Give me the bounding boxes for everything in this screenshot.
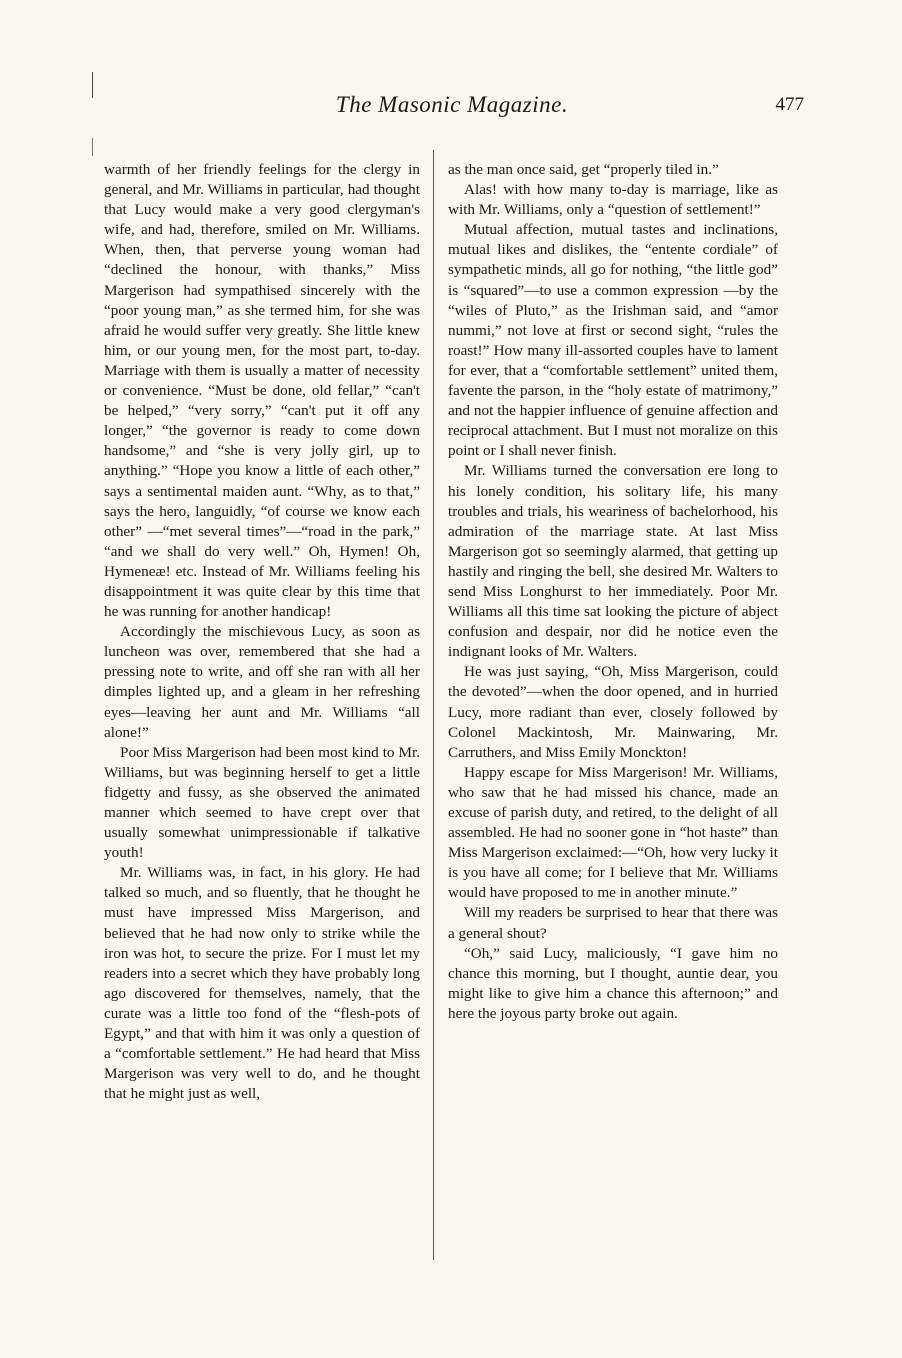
paragraph: Will my readers be surprised to hear that there was a general shout? [448, 904, 778, 942]
paragraph: He was just saying, “Oh, Miss Margerison, could the devoted”—when the door opened, and in hurried Lucy, more radiant than ever, closely followed by Colonel Mackintosh, Mr. Mainwaring, Mr. Carruthers, and Miss Emily Monckton! [448, 663, 778, 761]
paragraph: Mr. Williams was, in fact, in his glory. He had talked so much, and so fluently, that he thought he must have impressed Miss Margerison, and believed that he had now only to strike while the iron was hot, to secure the prize. For I must let my readers into a secret which they have probably long ago discovered for themselves, namely, that the curate was a little too fond of the “flesh-pots of Egypt,” and that with him it was only a question of a “comfortable settlement.” He had heard that Miss Margerison was very well to do, and he thought that he might just as well, [104, 864, 420, 1103]
column-divider [433, 150, 434, 1260]
paragraph: Mutual affection, mutual tastes and inclinations, mutual likes and dislikes, the “entente cordiale” of sympathetic minds, all go for nothing, “the little god” is “squared”—to use a common expression —by the “wiles of Pluto,” as the Irishman said, and “amor nummi,” not love at first or second sight, “rules the roast!” How many ill-assorted couples have to lament for ever, that a “comfortable settlement” united them, favente the parson, in the “holy estate of matrimony,” and not the happier influence of genuine affection and reciprocal attachment. But I must not moralize on this point or I shall never finish. [448, 221, 778, 460]
margin-tick [92, 138, 93, 156]
page-number: 477 [775, 94, 804, 115]
paragraph: Happy escape for Miss Margerison! Mr. Williams, who saw that he had missed his chance, made an excuse of parish duty, and retired, to the delight of all assembled. He had no sooner gone in “hot haste” than Miss Margerison exclaimed:—“Oh, how very lucky it is you have all come; for I believe that Mr. Williams would have proposed to me in another minute.” [448, 763, 778, 902]
right-column [448, 160, 778, 1024]
paragraph: as the man once said, get “properly tiled in.” [448, 161, 719, 178]
journal-title: The Masonic Magazine. [335, 92, 569, 117]
running-head [92, 92, 812, 128]
paragraph: warmth of her friendly feelings for the clergy in general, and Mr. Williams in particular, had thought that Lucy would make a very good clergyman's wife, and had, therefore, smiled on Mr. Williams. When, then, that perverse young woman had “declined the honour, with thanks,” Miss Margerison had sympathised sincerely with the “poor young man,” as she termed him, for she was afraid he would suffer very greatly. She little knew him, or our young men, for the most part, to-day. Marriage with them is usually a matter of necessity or convenience. “Must be done, old fellar,” “can't be helped,” “very sorry,” “can't put it off any longer,” “the governor is ready to come down handsome,” and “she is very jolly girl, up to anything.” “Hope you know a little of each other,” says a sentimental maiden aunt. “Why, as to that,” says the hero, languidly, “of course we know each other” —“met several times”—“road in the park,” “and we shall do very well.” Oh, Hymen! Oh, Hymeneæ! etc. Instead of Mr. Williams feeling his disappointment it was quite clear by this time that he was running for another handicap! [104, 161, 420, 621]
paragraph: Alas! with how many to-day is marriage, like as with Mr. Williams, only a “question of settlement!” [448, 181, 778, 219]
paragraph: Mr. Williams turned the conversation ere long to his lonely condition, his solitary life, his many troubles and trials, his weariness of bachelorhood, his admiration of the marriage state. At last Miss Margerison got so seemingly alarmed, that getting up hastily and ringing the bell, she desired Mr. Walters to send Miss Longhurst to her immediately. Poor Mr. Williams all this time sat looking the picture of abject confusion and despair, nor did he notice even the indignant looks of Mr. Walters. [448, 462, 778, 661]
paragraph: “Oh,” said Lucy, maliciously, “I gave him no chance this morning, but I thought, auntie dear, you might like to give him a chance this afternoon;” and here the joyous party broke out again. [448, 944, 778, 1022]
paragraph: Accordingly the mischievous Lucy, as soon as luncheon was over, remembered that she had a pressing note to write, and off she ran with all her dimples lighted up, and a gleam in her refreshing eyes—leaving her aunt and Mr. Williams “all alone!” [104, 623, 420, 741]
left-column [104, 160, 420, 1104]
paragraph: Poor Miss Margerison had been most kind to Mr. Williams, but was beginning herself to get a little fidgetty and fussy, as she observed the animated manner which seemed to have crept over that usually somewhat unimpressionable if talkative youth! [104, 743, 420, 862]
